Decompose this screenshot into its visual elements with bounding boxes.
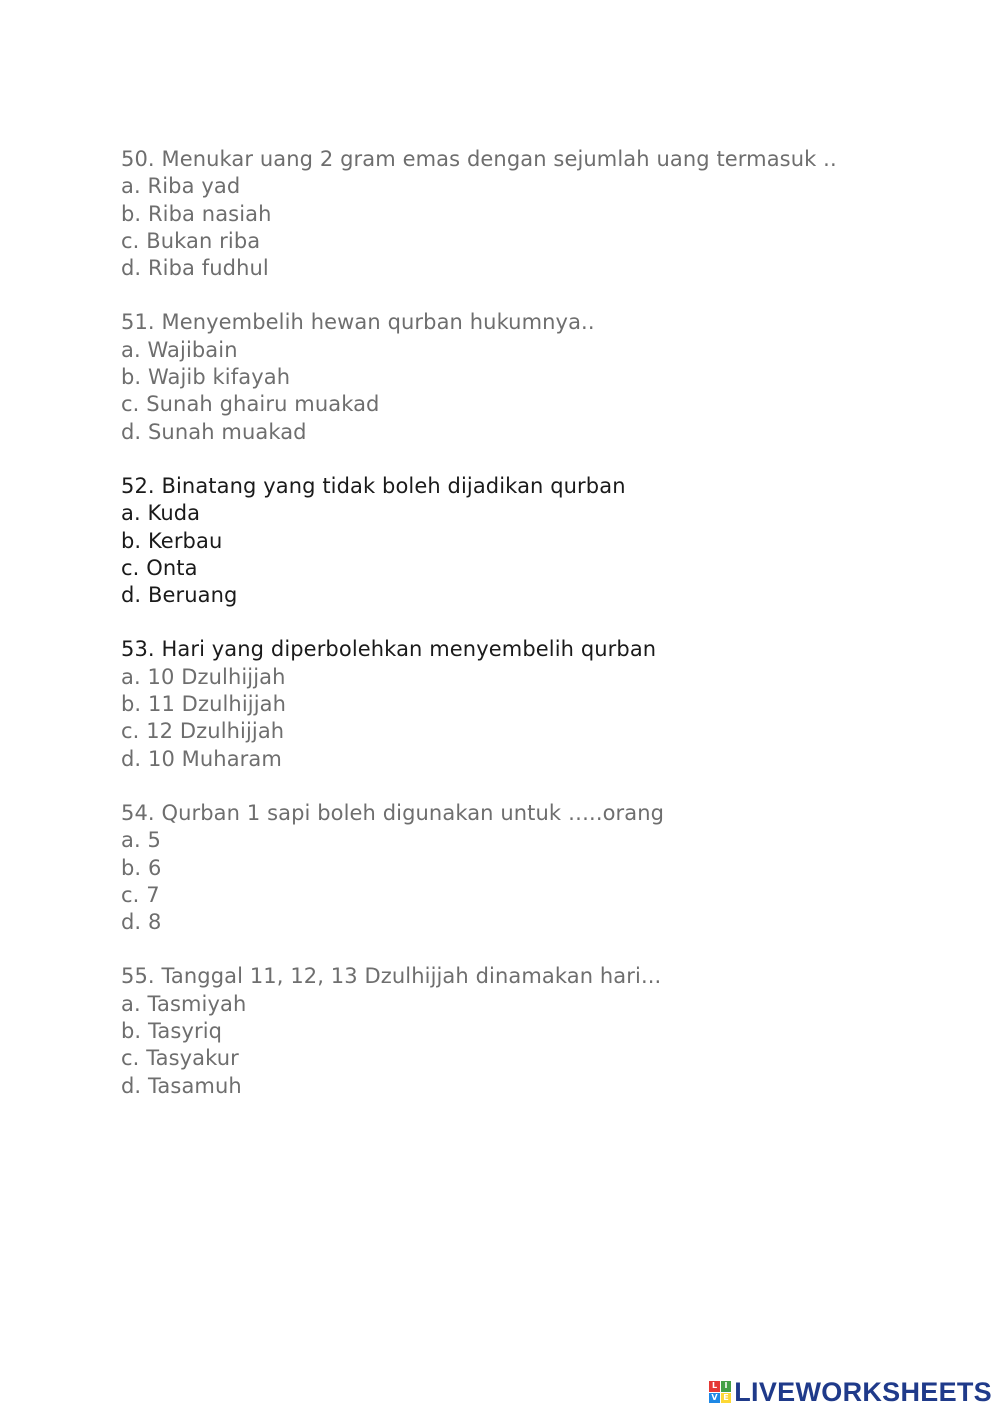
option-d: d. Riba fudhul bbox=[121, 256, 269, 281]
option-b: b. Kerbau bbox=[121, 528, 223, 553]
option-b: b. Tasyriq bbox=[121, 1019, 223, 1044]
option-b: b. 11 Dzulhijjah bbox=[121, 692, 287, 717]
option-d: d. Sunah muakad bbox=[121, 419, 307, 444]
option-d: d. Beruang bbox=[121, 583, 238, 608]
question-text: 55. Tanggal 11, 12, 13 Dzulhijjah dinamakan hari... bbox=[121, 964, 662, 989]
option-b: b. 6 bbox=[121, 855, 162, 880]
option-c: c. Sunah ghairu muakad bbox=[121, 392, 380, 417]
question-text: 51. Menyembelih hewan qurban hukumnya.. bbox=[121, 310, 595, 335]
option-d: d. 10 Muharam bbox=[121, 746, 282, 771]
option-a: a. 5 bbox=[121, 828, 161, 853]
option-a: a. Riba yad bbox=[121, 174, 241, 199]
question-text: 54. Qurban 1 sapi boleh digunakan untuk …..orang bbox=[121, 800, 665, 825]
option-a: a. Tasmiyah bbox=[121, 991, 247, 1016]
option-b: b. Riba nasiah bbox=[121, 201, 272, 226]
question-50 bbox=[121, 146, 941, 282]
option-b: b. Wajib kifayah bbox=[121, 365, 291, 390]
worksheet-page bbox=[121, 146, 941, 1127]
question-52 bbox=[121, 473, 941, 609]
question-text: 52. Binatang yang tidak boleh dijadikan qurban bbox=[121, 473, 626, 498]
question-55 bbox=[121, 963, 941, 1099]
option-c: c. Onta bbox=[121, 555, 198, 580]
option-d: d. 8 bbox=[121, 910, 162, 935]
liveworksheets-brand bbox=[709, 1377, 992, 1407]
question-text: 50. Menukar uang 2 gram emas dengan sejumlah uang termasuk .. bbox=[121, 147, 837, 171]
option-a: a. Kuda bbox=[121, 501, 201, 526]
liveworksheets-logo-icon: L I V E bbox=[709, 1381, 731, 1403]
question-54 bbox=[121, 800, 941, 936]
option-a: a. 10 Dzulhijjah bbox=[121, 664, 286, 689]
option-d: d. Tasamuh bbox=[121, 1073, 242, 1098]
option-c: c. Tasyakur bbox=[121, 1046, 239, 1071]
question-text: 53. Hari yang diperbolehkan menyembelih qurban bbox=[121, 637, 657, 662]
option-c: c. Bukan riba bbox=[121, 228, 261, 253]
brand-name: LIVEWORKSHEETS bbox=[734, 1376, 992, 1407]
question-51 bbox=[121, 309, 941, 445]
option-c: c. 12 Dzulhijjah bbox=[121, 719, 285, 744]
question-53 bbox=[121, 636, 941, 772]
option-c: c. 7 bbox=[121, 882, 160, 907]
option-a: a. Wajibain bbox=[121, 337, 238, 362]
